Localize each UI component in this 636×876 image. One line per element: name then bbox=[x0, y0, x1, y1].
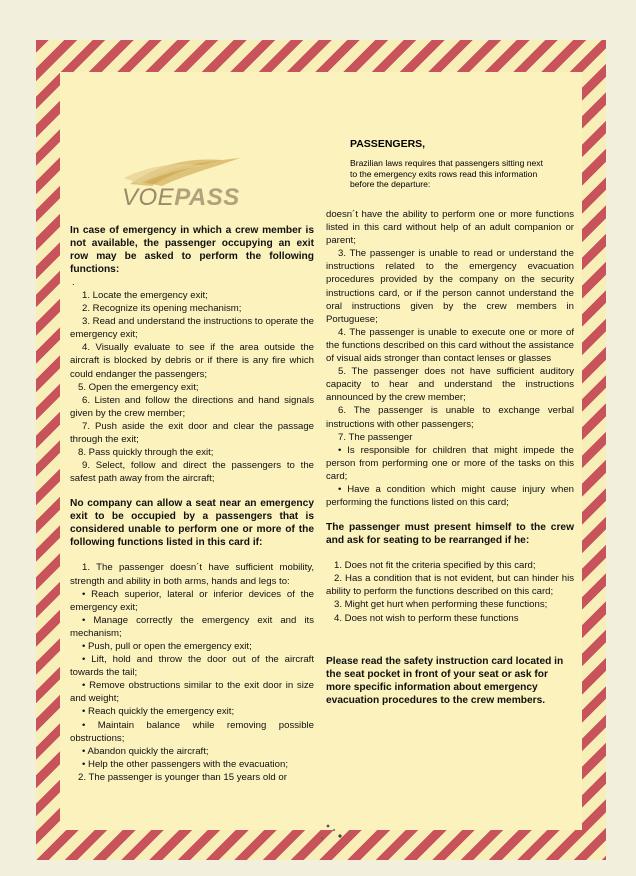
present-item: 4. Does not wish to perform these functions bbox=[334, 612, 519, 624]
spacer bbox=[326, 547, 574, 559]
condition-item: • Reach quickly the emergency exit; bbox=[82, 706, 235, 718]
present-item: 3. Might get hurt when performing these functions; bbox=[334, 599, 548, 611]
right-column bbox=[326, 208, 574, 707]
smudge-marks-icon bbox=[310, 816, 370, 846]
spacer bbox=[326, 509, 574, 521]
closing-bold: Please read the safety instruction card located in the seat pocket in front of your seat or ask for more specific information about emergency evacuation procedures to the crew members. bbox=[326, 655, 564, 706]
condition-item: 1. The passenger doesn´t have sufficient mobility, strength and ability in both arms, hands and legs to: bbox=[70, 562, 314, 587]
condition-item: • Manage correctly the emergency exit and its mechanism; bbox=[70, 614, 314, 639]
function-item: 1. Locate the emergency exit; bbox=[82, 290, 208, 301]
condition-item: • Reach superior, lateral or inferior devices of the emergency exit; bbox=[70, 588, 314, 613]
logo-text-pass: PASS bbox=[174, 184, 240, 211]
continuation-item: 7. The passenger bbox=[338, 431, 413, 443]
condition-item: • Remove obstructions similar to the exit door in size and weight; bbox=[70, 680, 314, 705]
logo-text bbox=[122, 184, 240, 212]
continuation-item: 4. The passenger is unable to execute one or more of the functions described on this card without the assistance of visual aids stronger than contact lenses or glasses bbox=[326, 326, 574, 365]
restriction-bold: No company can allow a seat near an emergency exit to be occupied by a passengers that is considered unable to perform one or more of the following functions listed in this card if: bbox=[70, 498, 314, 549]
condition-item: • Help the other passengers with the evacuation; bbox=[82, 758, 289, 770]
continuation-item: 3. The passenger is unable to read or understand the instructions related to the emergency evacuation procedures provided by the company on the security instructions card, or if the person cannot understand the oral instructions given by the crew members in Portuguese; bbox=[326, 248, 574, 325]
function-item: 2. Recognize its opening mechanism; bbox=[82, 303, 242, 315]
continuation-item: • Is responsible for children that might impede the person from performing one or more of the tasks on this card; bbox=[326, 444, 574, 482]
present-bold: The passenger must present himself to the crew and ask for seating to be rearranged if he: bbox=[326, 522, 574, 547]
function-item: 9. Select, follow and direct the passengers to the safest path away from the aircraft; bbox=[70, 460, 314, 485]
intro-bold: In case of emergency in which a crew member is not available, the passenger occupying an exit row may be asked to perform the following functions: bbox=[70, 225, 314, 275]
spacer bbox=[70, 485, 314, 497]
condition-item: • Lift, hold and throw the door out of the aircraft towards the tail; bbox=[70, 654, 314, 679]
safety-card bbox=[36, 40, 606, 860]
left-column bbox=[70, 224, 314, 784]
function-item: 4. Visually evaluate to see if the area outside the aircraft is blocked by debris or if there is any fire which could endanger the passengers; bbox=[70, 342, 314, 380]
spacer bbox=[326, 625, 574, 643]
continuation-item: • Have a condition which might cause injury when performing the functions listed on this card; bbox=[326, 483, 574, 509]
function-item: 6. Listen and follow the directions and hand signals given by the crew member; bbox=[70, 394, 314, 419]
condition-item: • Maintain balance while removing possible obstructions; bbox=[70, 719, 314, 744]
function-item: 7. Push aside the exit door and clear the passage through the exit; bbox=[70, 420, 314, 446]
logo-text-voe: VOE bbox=[122, 184, 175, 211]
function-item: 3. Read and understand the instructions to operate the emergency exit; bbox=[70, 316, 315, 341]
function-item: 8. Pass quickly through the exit; bbox=[78, 447, 214, 459]
condition-item: 2. The passenger is younger than 15 years old or bbox=[78, 771, 287, 783]
present-item: 1. Does not fit the criteria specified by this card; bbox=[334, 560, 536, 572]
condition-item: • Abandon quickly the aircraft; bbox=[82, 745, 209, 757]
present-item: 2. Has a condition that is not evident, but can hinder his ability to perform the functions described on this card; bbox=[326, 573, 574, 598]
function-item: 5. Open the emergency exit; bbox=[78, 381, 199, 393]
voepass-logo bbox=[122, 152, 252, 214]
passengers-subtitle: Brazilian laws requires that passengers sitting next to the emergency exits rows read this information before the departure: bbox=[350, 158, 543, 190]
intro-dot: . bbox=[72, 277, 75, 288]
condition-item: • Push, pull or open the emergency exit; bbox=[82, 640, 252, 652]
continuation-item: doesn´t have the ability to perform one or more functions listed in this card without help of an adult companion or parent; bbox=[326, 209, 574, 247]
spacer bbox=[70, 549, 314, 561]
continuation-item: 5. The passenger does not have sufficient auditory capacity to hear and understand the instructions announced by the crew member; bbox=[326, 366, 574, 404]
spacer bbox=[326, 643, 574, 655]
card-content bbox=[60, 72, 582, 830]
passengers-title: PASSENGERS, bbox=[350, 138, 426, 150]
continuation-item: 6. The passenger is unable to exchange verbal instructions with other passengers; bbox=[326, 405, 574, 430]
